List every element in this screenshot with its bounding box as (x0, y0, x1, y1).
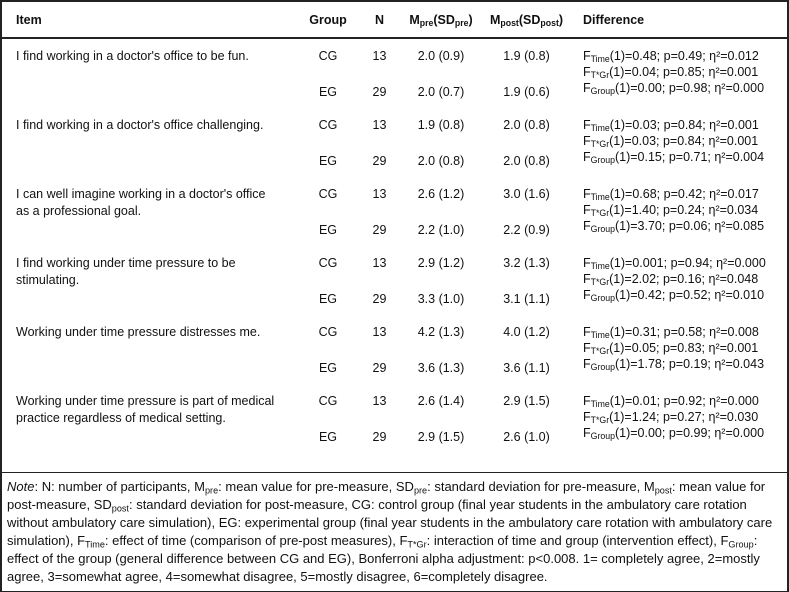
difference-cell (572, 324, 787, 376)
group-row-eg (298, 84, 572, 100)
difference-line: $F_{Group}(1)=0.42$; p=0.52; η²=0.010 (583, 288, 765, 304)
mpre-cell: 2.0 (0.9) (417, 49, 465, 63)
difference-line: $F_{Group}(1)=0.00$; p=0.99; η²=0.000 (583, 426, 765, 442)
n-cell: 29 (372, 430, 387, 444)
mpre-cell: 2.2 (1.0) (417, 223, 465, 237)
mpost-cell: 2.2 (0.9) (503, 223, 550, 237)
n-cell: 29 (372, 154, 387, 168)
mpost-cell: 1.9 (0.6) (503, 85, 550, 99)
item-text: Working under time pressure distresses me. (16, 325, 261, 339)
item-text: I find working in a doctor's office challenging. (16, 118, 264, 132)
table-note: Note: N: number of participants, $M_{pre}$: mean value for pre-measure, $SD_{pre}$: standard deviation for pre-measure, $M_{post}$: mean value for post-measure, $SD_{post}$: standard deviation for post-measure, CG: control group (final year students in the ambulatory care rotation without ambulatory care simulation), EG: experimental group (final year students in the ambulatory care rotation with ambulatory care simulation), $F_{Time}$: effect of time (comparison of pre-post measures), $F_{T*Gr}$: interaction of time and group (intervention effect), $F_{Group}$: effect of the group (general difference between CG and EG), Bonferroni alpha adjustment: p<0.008. 1= completely agree, 2=mostly agree, 3=somewhat agree, 4=somewhat disagree, 5=mostly disagree, 6=completely disagree. (2, 472, 787, 591)
group-cell: CG (318, 49, 338, 63)
mpost-cell: 2.0 (0.8) (503, 118, 550, 132)
mpre-cell: 4.2 (1.3) (417, 325, 465, 339)
mpre-cell: 3.6 (1.3) (417, 361, 465, 375)
mpre-cell: 2.6 (1.2) (417, 187, 465, 201)
difference-line: $F_{T*Gr}(1)=0.04$; p=0.85; η²=0.001 (583, 65, 759, 81)
group-cell: EG (318, 292, 338, 306)
n-cell: 29 (372, 85, 387, 99)
group-data-cell (298, 186, 572, 238)
mpre-cell: 3.3 (1.0) (417, 292, 465, 306)
n-cell: 29 (372, 292, 387, 306)
difference-line: $F_{Time}(1)=0.31$; p=0.58; η²=0.008 (583, 325, 759, 341)
group-cell: CG (318, 118, 338, 132)
difference-line: $F_{T*Gr}(1)=0.03$; p=0.84; η²=0.001 (583, 134, 759, 150)
group-cell: EG (318, 154, 338, 168)
difference-cell (572, 48, 787, 100)
n-cell: 29 (372, 223, 387, 237)
item-cell (2, 324, 298, 376)
group-row-cg (298, 324, 572, 340)
item-cell (2, 255, 298, 307)
col-header-n: N (374, 13, 385, 27)
mpost-cell: 1.9 (0.8) (503, 49, 550, 63)
group-data-cell (298, 324, 572, 376)
n-cell: 13 (372, 118, 387, 132)
difference-line: $F_{T*Gr}(1)=0.05$; p=0.83; η²=0.001 (583, 341, 759, 357)
group-row-eg (298, 222, 572, 238)
mpost-cell: 3.6 (1.1) (503, 361, 550, 375)
group-cell: CG (318, 187, 338, 201)
mpost-cell: 3.1 (1.1) (503, 292, 550, 306)
col-header-difference: Difference (583, 13, 645, 27)
group-cell: EG (318, 361, 338, 375)
group-cell: EG (318, 223, 338, 237)
col-header-group: Group (309, 13, 347, 27)
group-data-cell (298, 117, 572, 169)
difference-line: $F_{Time}(1)=0.48$; p=0.49; η²=0.012 (583, 49, 759, 65)
difference-line: $F_{T*Gr}(1)=1.40$; p=0.24; η²=0.034 (583, 203, 759, 219)
table-row (2, 384, 787, 453)
group-cell: EG (318, 85, 338, 99)
n-cell: 13 (372, 187, 387, 201)
group-cell: CG (318, 394, 338, 408)
difference-line: $F_{Group}(1)=1.78$; p=0.19; η²=0.043 (583, 357, 765, 373)
group-cell: CG (318, 256, 338, 270)
difference-line: $F_{T*Gr}(1)=2.02$; p=0.16; η²=0.048 (583, 272, 759, 288)
item-cell (2, 117, 298, 169)
table-row (2, 39, 787, 108)
group-row-eg (298, 360, 572, 376)
table-row (2, 108, 787, 177)
table-row (2, 177, 787, 246)
col-header-item: Item (16, 13, 42, 27)
group-data-cell (298, 48, 572, 100)
group-row-eg (298, 153, 572, 169)
mpost-cell: 3.2 (1.3) (503, 256, 550, 270)
difference-line: $F_{Group}(1)=3.70$; p=0.06; η²=0.085 (583, 219, 765, 235)
group-row-cg (298, 48, 572, 64)
difference-line: $F_{Group}(1)=0.00$; p=0.98; η²=0.000 (583, 81, 765, 97)
group-row-cg (298, 186, 572, 202)
mpost-cell: 2.6 (1.0) (503, 430, 550, 444)
group-row-cg (298, 255, 572, 271)
group-row-cg (298, 117, 572, 133)
difference-cell (572, 393, 787, 445)
n-cell: 13 (372, 394, 387, 408)
item-cell (2, 48, 298, 100)
item-text: Working under time pressure is part of medical practice regardless of medical setting. (16, 394, 275, 425)
item-cell (2, 393, 298, 445)
n-cell: 29 (372, 361, 387, 375)
mpre-cell: 2.0 (0.8) (417, 154, 465, 168)
mpost-cell: 2.9 (1.5) (503, 394, 550, 408)
difference-line: $F_{T*Gr}(1)=1.24$; p=0.27; η²=0.030 (583, 410, 759, 426)
difference-line: $F_{Time}(1)=0.001$; p=0.94; η²=0.000 (583, 256, 766, 272)
mpost-cell: 3.0 (1.6) (503, 187, 550, 201)
difference-cell (572, 117, 787, 169)
mpre-cell: 2.9 (1.5) (417, 430, 465, 444)
table-header-row (2, 2, 787, 39)
group-data-cell (298, 393, 572, 445)
item-text: I find working under time pressure to be stimulating. (16, 256, 236, 287)
difference-cell (572, 255, 787, 307)
mpost-cell: 2.0 (0.8) (503, 154, 550, 168)
mpre-cell: 1.9 (0.8) (417, 118, 465, 132)
item-text: I find working in a doctor's office to be fun. (16, 49, 249, 63)
difference-line: $F_{Group}(1)=0.15$; p=0.71; η²=0.004 (583, 150, 765, 166)
mpre-cell: 2.9 (1.2) (417, 256, 465, 270)
mpre-cell: 2.6 (1.4) (417, 394, 465, 408)
group-cell: CG (318, 325, 338, 339)
n-cell: 13 (372, 325, 387, 339)
group-data-cell (298, 255, 572, 307)
col-header-mpre: $M_{pre}(SD_{pre})$ (409, 13, 473, 29)
difference-line: $F_{Time}(1)=0.68$; p=0.42; η²=0.017 (583, 187, 759, 203)
item-text: I can well imagine working in a doctor's office as a professional goal. (16, 187, 266, 218)
n-cell: 13 (372, 256, 387, 270)
mpost-cell: 4.0 (1.2) (503, 325, 550, 339)
mpre-cell: 2.0 (0.7) (417, 85, 465, 99)
group-cell: EG (318, 430, 338, 444)
difference-cell (572, 186, 787, 238)
table-row (2, 246, 787, 315)
item-cell (2, 186, 298, 238)
col-header-mpost: $M_{post}(SD_{post})$ (489, 13, 564, 29)
table-row (2, 315, 787, 384)
difference-line: $F_{Time}(1)=0.01$; p=0.92; η²=0.000 (583, 394, 759, 410)
table-body (2, 39, 787, 472)
n-cell: 13 (372, 49, 387, 63)
group-row-eg (298, 291, 572, 307)
difference-line: $F_{Time}(1)=0.03$; p=0.84; η²=0.001 (583, 118, 759, 134)
group-row-cg (298, 393, 572, 409)
group-row-eg (298, 429, 572, 445)
